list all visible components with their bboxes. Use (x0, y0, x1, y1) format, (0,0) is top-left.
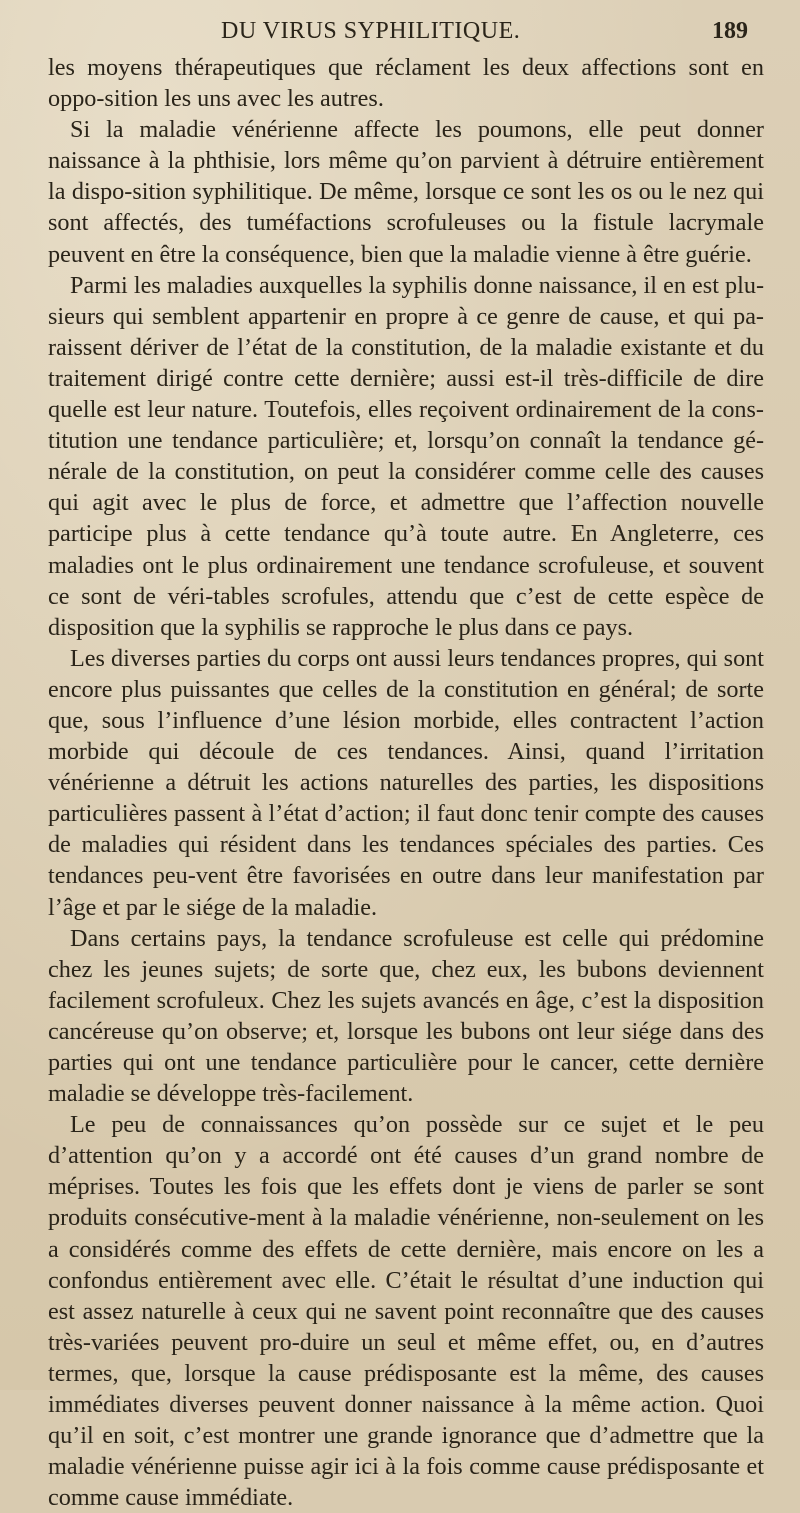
paragraph: Dans certains pays, la tendance scrofuleuse est celle qui prédomine chez les jeunes sujets; de sorte que, chez eux, les bubons deviennent facilement scrofuleux. Chez les sujets avancés en âge, c’est la disposition cancéreuse qu’on observe; et, lorsque les bubons ont leur siége dans des parties qui ont une tendance particulière pour le cancer, cette dernière maladie se développe très-facilement. (48, 924, 764, 1108)
paragraph-continuation: les moyens thérapeutiques que réclament les deux affections sont en oppo-sition les uns avec les autres. (48, 54, 764, 113)
page-header (48, 18, 764, 52)
paragraph: Parmi les maladies auxquelles la syphilis donne naissance, il en est plu-sieurs qui semblent appartenir en propre à ce genre de cause, et qui pa-raissent dériver de l’état de la constitution, de la maladie existante et du traitement dirigé contre cette dernière; aussi est-il très-difficile de dire quelle est leur nature. Toutefois, elles reçoivent ordinairement de la cons-titution une tendance particulière; et, lorsqu’on connaît la tendance gé-nérale de la constitution, on peut la considérer comme celle des causes qui agit avec le plus de force, et admettre que l’affection nouvelle participe plus à cette tendance qu’à toute autre. En Angleterre, ces maladies ont le plus ordinairement une tendance scrofuleuse, et souvent ce sont de véri-tables scrofules, attendu que c’est de cette espèce de disposition que la syphilis se rapproche le plus dans ce pays. (48, 271, 764, 641)
page-number: 189 (712, 18, 748, 44)
running-title: DU VIRUS SYPHILITIQUE. (221, 18, 521, 44)
body-text (48, 52, 764, 1513)
paragraph: Le peu de connaissances qu’on possède sur ce sujet et le peu d’attention qu’on y a accordé ont été causes d’un grand nombre de méprises. Toutes les fois que les effets dont je viens de parler se sont produits consécutive-ment à la maladie vénérienne, non-seulement on les a considérés comme des effets de cette dernière, mais encore on les a confondus entièrement avec elle. C’était le résultat d’une induction qui est assez naturelle à ceux qui ne savent point reconnaître que des causes très-variées peuvent pro-duire un seul et même effet, ou, en d’autres termes, que, lorsque la cause prédisposante est la même, des causes immédiates diverses peuvent donner naissance à la même action. Quoi qu’il en soit, c’est montrer une grande ignorance que d’admettre que la maladie vénérienne puisse agir ici à la fois comme cause prédisposante et comme cause immédiate. (48, 1111, 764, 1512)
paragraph: Si la maladie vénérienne affecte les poumons, elle peut donner naissance à la phthisie, lors même qu’on parvient à détruire entièrement la dispo-sition syphilitique. De même, lorsque ce sont les os ou le nez qui sont affectés, des tuméfactions scrofuleuses ou la fistule lacrymale peuvent en être la conséquence, bien que la maladie vienne à être guérie. (48, 116, 764, 268)
paragraph: Les diverses parties du corps ont aussi leurs tendances propres, qui sont encore plus puissantes que celles de la constitution en général; de sorte que, sous l’influence d’une lésion morbide, elles contractent l’action morbide qui découle de ces tendances. Ainsi, quand l’irritation vénérienne a détruit les actions naturelles des parties, les dispositions particulières passent à l’état d’action; il faut donc tenir compte des causes de maladies qui résident dans les tendances spéciales des parties. Ces tendances peu-vent être favorisées en outre dans leur manifestation par l’âge et par le siége de la maladie. (48, 644, 764, 921)
